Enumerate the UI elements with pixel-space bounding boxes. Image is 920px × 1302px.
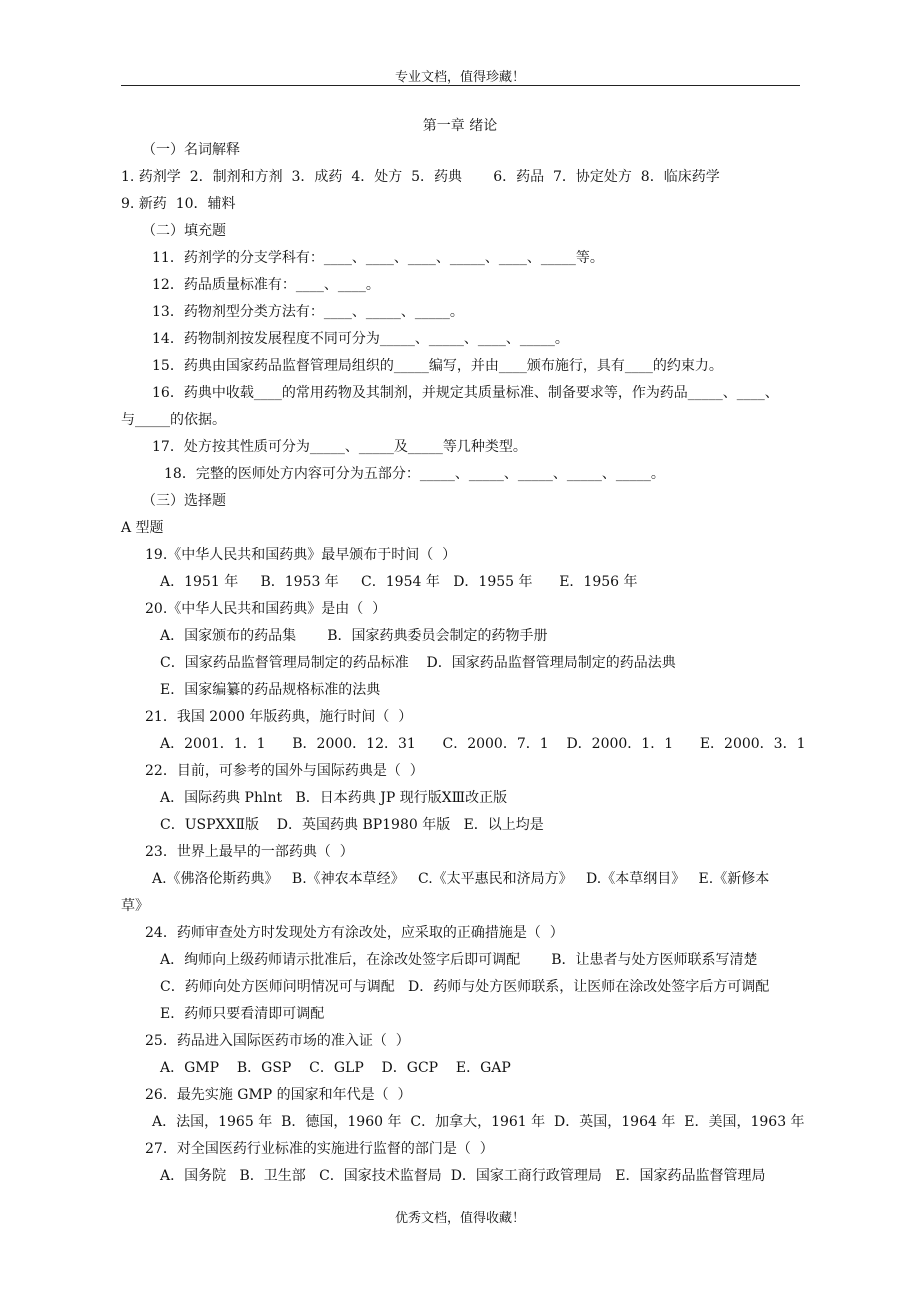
text-line: 22．目前，可参考的国外与国际药典是（ ） xyxy=(145,763,424,779)
text-line: 14．药物制剂按发展程度不同可分为_____、_____、____、_____。 xyxy=(152,331,569,347)
page-footer: 优秀文档，值得收藏！ xyxy=(394,1211,525,1226)
page-header: 专业文档，值得珍藏！ xyxy=(394,70,525,85)
text-line: 19.《中华人民共和国药典》最早颁布于时间（ ） xyxy=(145,547,457,563)
text-line: 12．药品质量标准有：____、____。 xyxy=(152,277,380,293)
text-line: 与_____的依据。 xyxy=(121,412,226,428)
text-line: 23．世界上最早的一部药典（ ） xyxy=(145,844,354,860)
text-line: A．国家颁布的药品集 B．国家药典委员会制定的药物手册 xyxy=(160,628,548,644)
header-rule xyxy=(121,85,800,86)
text-line: A．2001．1．1 B．2000．12．31 C．2000．7．1 D．2000．1．1 E．2000．3．1 xyxy=(160,736,806,752)
text-line: 25．药品进入国际医药市场的准入证（ ） xyxy=(145,1033,410,1049)
text-line: 16．药典中收载____的常用药物及其制剂，并规定其质量标准、制备要求等，作为药品_____、____、 xyxy=(152,385,779,401)
text-line: 1. 药剂学 2．制剂和方剂 3．成药 4．处方 5．药典 6．药品 7．协定处方 8．临床药学 xyxy=(121,169,720,185)
text-line: C．国家药品监督管理局制定的药品标准 D．国家药品监督管理局制定的药品法典 xyxy=(160,655,676,671)
text-line: C．USPⅩⅩⅡ版 D．英国药典 BP1980 年版 E．以上均是 xyxy=(160,817,544,833)
text-line: C．药师向处方医师问明情况可与调配 D．药师与处方医师联系，让医师在涂改处签字后方可调配 xyxy=(160,979,770,995)
text-line: A．1951 年 B．1953 年 C．1954 年 D．1955 年 E．1956 年 xyxy=(160,574,638,590)
text-line: A．国际药典 Phlnt B．日本药典 JP 现行版ⅩⅢ改正版 xyxy=(160,790,508,806)
text-line: 17．处方按其性质可分为_____、_____及_____等几种类型。 xyxy=(152,439,527,455)
text-line: 9. 新药 10．辅料 xyxy=(121,196,236,212)
chapter-title: 第一章 绪论 xyxy=(422,118,498,134)
text-line: E．药师只要看清即可调配 xyxy=(160,1006,325,1022)
text-line: A．国务院 B．卫生部 C．国家技术监督局 D．国家工商行政管理局 E．国家药品监督管理局 xyxy=(160,1168,766,1184)
text-line: 26．最先实施 GMP 的国家和年代是（ ） xyxy=(145,1087,412,1103)
text-line: A.《佛洛伦斯药典》 B.《神农本草经》 C.《太平惠民和济局方》 D.《本草纲目》 E.《新修本 xyxy=(152,871,770,887)
text-line: A．法国，1965 年 B．德国，1960 年 C．加拿大，1961 年 D．英国，1964 年 E．美国，1963 年 xyxy=(152,1114,805,1130)
text-line: 草》 xyxy=(121,898,149,914)
text-line: 27．对全国医药行业标准的实施进行监督的部门是（ ） xyxy=(145,1141,494,1157)
text-line: 13．药物剂型分类方法有：____、_____、_____。 xyxy=(152,304,464,320)
text-line: A．GMP B．GSP C．GLP D．GCP E．GAP xyxy=(160,1060,511,1076)
text-line: （二）填充题 xyxy=(142,223,226,239)
text-line: （一）名词解释 xyxy=(142,142,240,158)
text-line: 20.《中华人民共和国药典》是由（ ） xyxy=(145,601,387,617)
text-line: （三）选择题 xyxy=(142,493,226,509)
text-line: 18．完整的医师处方内容可分为五部分：_____、_____、_____、_____、_____。 xyxy=(164,466,665,482)
text-line: A 型题 xyxy=(121,520,164,536)
text-line: 11．药剂学的分支学科有：____、____、____、_____、____、_____等。 xyxy=(152,250,604,266)
text-line: E．国家编纂的药品规格标准的法典 xyxy=(160,682,381,698)
text-line: 21．我国 2000 年版药典，施行时间（ ） xyxy=(145,709,413,725)
text-line: 24．药师审查处方时发现处方有涂改处，应采取的正确措施是（ ） xyxy=(145,925,564,941)
text-line: A．绚师向上级药师请示批准后，在涂改处签字后即可调配 B．让患者与处方医师联系写清楚 xyxy=(160,952,758,968)
text-line: 15．药典由国家药品监督管理局组织的_____编写，并由____颁布施行，具有____的约束力。 xyxy=(152,358,723,374)
